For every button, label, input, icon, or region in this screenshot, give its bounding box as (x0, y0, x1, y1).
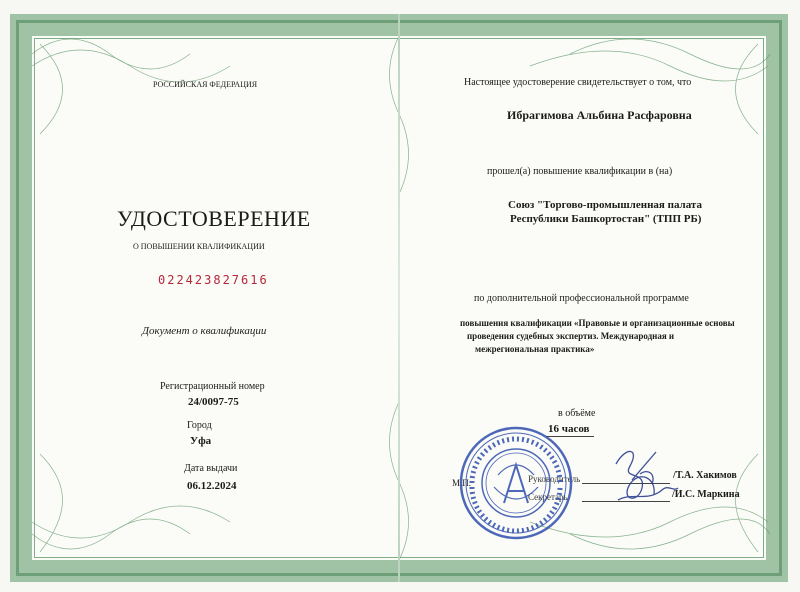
organization-line-2: Республики Башкортостан" (ТПП РБ) (510, 213, 702, 225)
registration-number: 24/0097-75 (188, 396, 239, 408)
signer-name-1: /Т.А. Хакимов (673, 470, 737, 481)
signer-role-2: Секретарь (528, 492, 568, 502)
city-label: Город (187, 420, 212, 431)
city-value: Уфа (190, 435, 212, 447)
document-title: УДОСТОВЕРЕНИЕ (117, 206, 311, 231)
page-fold (398, 14, 400, 582)
signer-role-1: Руководитель (528, 474, 581, 484)
document-type: Документ о квалификации (142, 325, 267, 337)
document-subtitle: О ПОВЫШЕНИИ КВАЛИФИКАЦИИ (133, 242, 265, 251)
program-line-3: межрегиональная практика» (475, 344, 595, 354)
country-label: РОССИЙСКАЯ ФЕДЕРАЦИЯ (153, 80, 258, 89)
program-line-2: проведения судебных экспертиз. Международная и (467, 331, 675, 341)
volume-value: 16 часов (548, 423, 590, 435)
document-number: 022423827616 (158, 273, 269, 287)
handwritten-signature-icon (596, 444, 680, 516)
program-intro: по дополнительной профессиональной программе (474, 293, 689, 304)
issue-date-value: 06.12.2024 (187, 480, 237, 492)
passed-statement: прошел(а) повышение квалификации в (на) (487, 166, 673, 177)
program-line-1: повышения квалификации «Правовые и организационные основы (460, 318, 735, 328)
holder-name: Ибрагимова Альбина Расфаровна (507, 108, 692, 122)
volume-label: в объёме (558, 408, 596, 419)
organization-line-1: Союз "Торгово-промышленная палата (508, 199, 702, 211)
signer-name-2: /И.С. Маркина (672, 489, 740, 500)
certificate-intro: Настоящее удостоверение свидетельствует о том, что (464, 77, 692, 88)
registration-label: Регистрационный номер (160, 381, 265, 392)
issue-date-label: Дата выдачи (184, 463, 238, 474)
round-seal-icon (458, 425, 574, 541)
stamp-place-label: М.П. (452, 478, 472, 488)
